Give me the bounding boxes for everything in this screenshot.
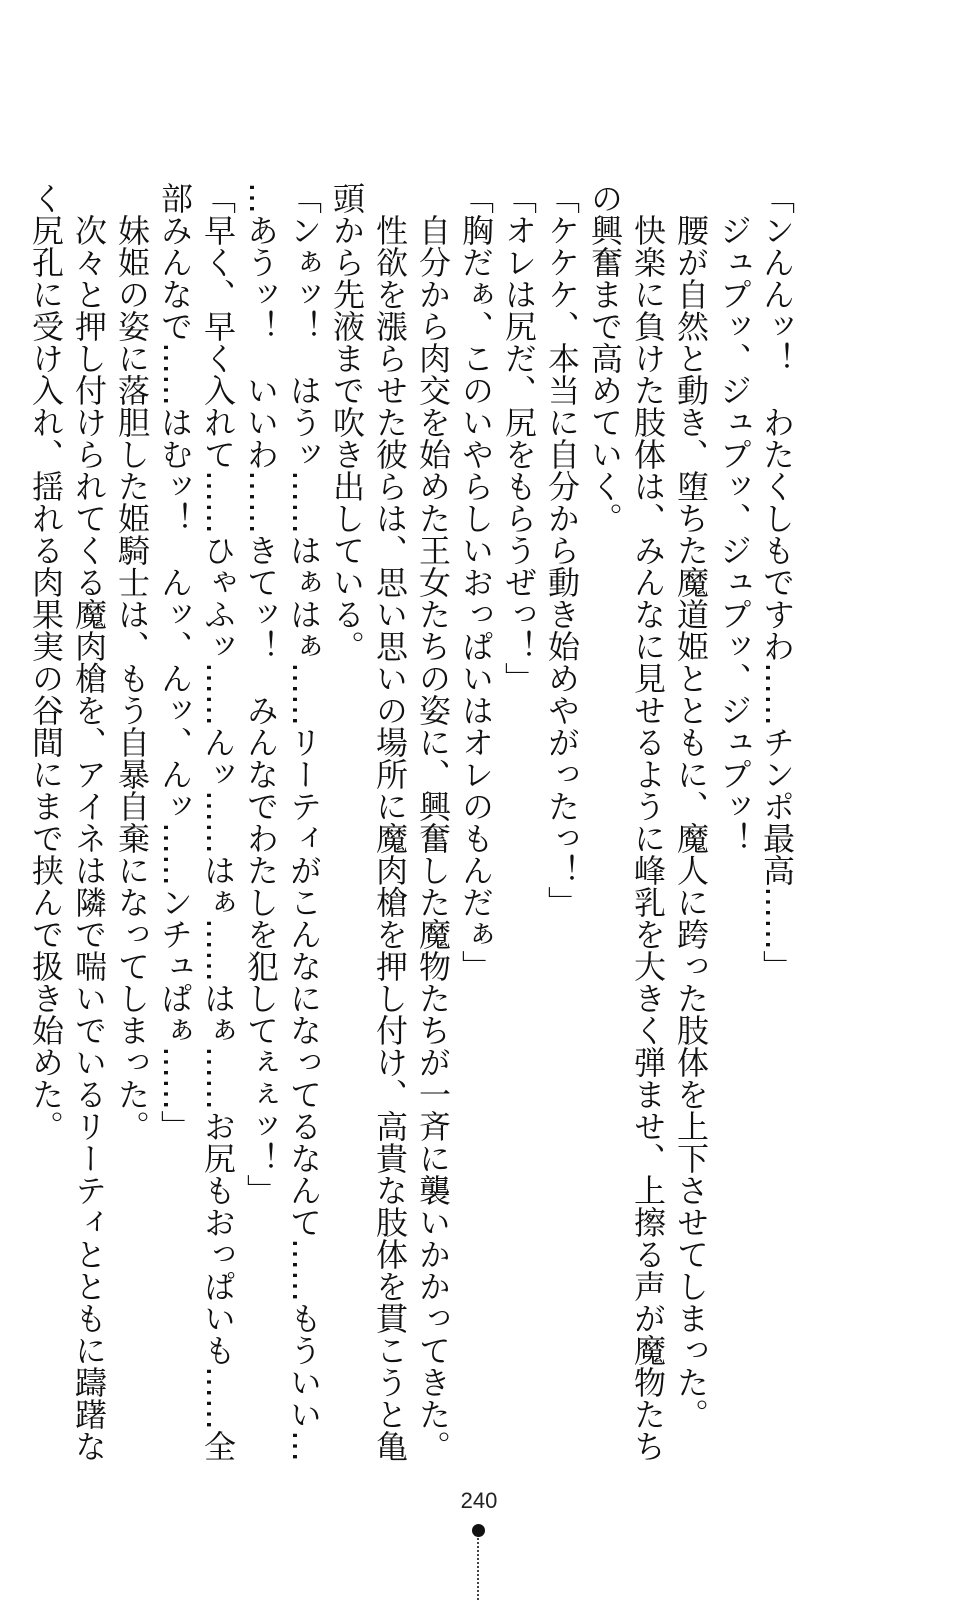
text-line: 「胸だぁ、このいやらしいおっぱいはオレのもんだぁ」	[457, 182, 495, 982]
text-line: 「ンんんッ！ わたくしもですわ……チンポ最高……」	[758, 182, 796, 982]
text-line: 「早く、早く入れて……ひゃふッ……んッ……はぁ……はぁ……お尻もおっぱいも……全	[199, 182, 237, 1462]
text-line: 自分から肉交を始めた王女たちの姿に、興奮した魔物たちが一斉に襲いかかってきた。	[414, 182, 452, 1462]
text-line: 性欲を漲らせた彼らは、思い思いの場所に魔肉槍を押し付け、高貴な肢体を貫こうと亀	[371, 182, 409, 1462]
text-line: の興奮まで高めていく。	[586, 182, 624, 534]
text-line: 腰が自然と動き、堕ちた魔道姫とともに、魔人に跨った肢体を上下させてしまった。	[672, 182, 710, 1430]
vertical-text-body	[27, 182, 798, 1462]
text-line: く尻孔に受け入れ、揺れる肉果実の谷間にまで挟んで扱き始めた。	[27, 182, 65, 1142]
text-line: 頭から先液まで吹き出している。	[328, 182, 366, 662]
page-number: 240	[460, 1488, 498, 1513]
folio-dot-icon	[472, 1524, 485, 1537]
folio-divider	[477, 1538, 479, 1600]
text-line: 妹姫の姿に落胆した姫騎士は、もう自暴自棄になってしまった。	[113, 182, 151, 1142]
text-line: 「ンぁッ！ はうッ……はぁはぁ……リーティがこんなになってるなんて……もういい…	[285, 182, 323, 1462]
text-line: 部みんなで……はむッ！ んッ、んッ、んッ……ンチュぱぁ……」	[156, 182, 194, 1142]
text-line: 「オレは尻だ、尻をもらうぜっ！」	[500, 182, 538, 694]
text-line: 次々と押し付けられてくる魔肉槍を、アイネは隣で喘いでいるリーティとともに躊躇な	[70, 182, 108, 1462]
text-line: 快楽に負けた肢体は、みんなに見せるように峰乳を大きく弾ませ、上擦る声が魔物たち	[629, 182, 667, 1462]
text-line: 「ケケケ、本当に自分から動き始めやがったっ！」	[543, 182, 581, 918]
text-line: …あうッ！ いいわ……きてッ！ みんなでわたしを犯してぇぇッ！」	[242, 182, 280, 1206]
text-line: ジュプッ、ジュプッ、ジュプッ、ジュプッ！	[715, 182, 753, 854]
